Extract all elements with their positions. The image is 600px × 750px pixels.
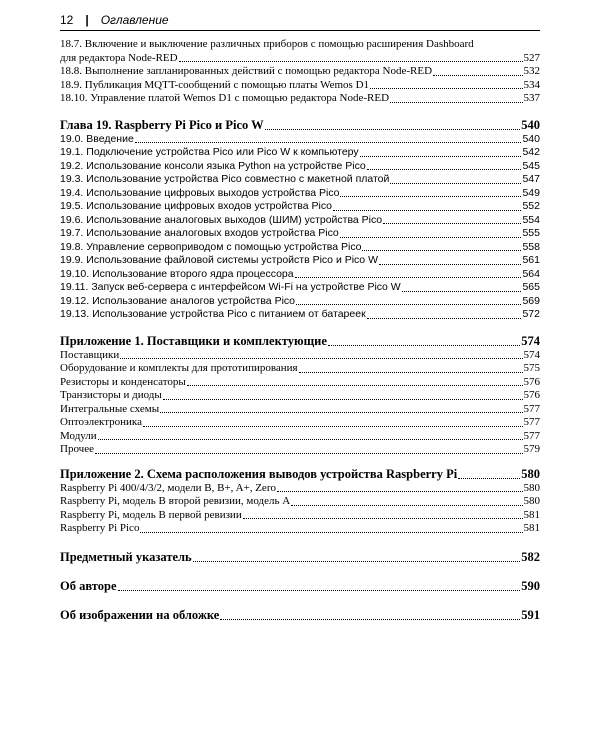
toc-entry-18-9[interactable] <box>60 79 540 93</box>
leader-dots <box>296 304 521 305</box>
leader-dots <box>118 590 521 591</box>
leader-dots <box>135 142 522 143</box>
leader-dots <box>340 237 522 238</box>
toc-appendix-title: Приложение 2. Схема расположения выводов устройства Raspberry Pi <box>60 466 458 481</box>
leader-dots <box>367 318 522 319</box>
toc-about-author[interactable] <box>60 579 540 594</box>
toc-entry-19-6[interactable] <box>60 214 540 228</box>
toc-entry-label: 19.3. Использование устройства Pico совместно с макетной платой <box>60 173 390 185</box>
toc-entry-appendix2[interactable] <box>60 509 540 523</box>
toc-entry-page: 549 <box>522 186 540 199</box>
leader-dots <box>390 102 522 103</box>
toc-entry-page: 554 <box>522 213 540 226</box>
leader-dots <box>370 88 522 89</box>
toc-entry-page: 572 <box>522 308 540 320</box>
toc-entry-appendix2[interactable] <box>60 482 540 496</box>
toc-entry-page: 547 <box>522 173 540 185</box>
leader-dots <box>277 491 523 492</box>
toc-entry-page: 534 <box>523 78 540 91</box>
toc-entry-19-0[interactable] <box>60 133 540 147</box>
toc-entry-page: 580 <box>523 481 540 494</box>
toc-entry-page: 555 <box>522 227 540 239</box>
toc-entry-label: 19.13. Использование устройства Pico с питанием от батареек <box>60 308 366 320</box>
toc-entry-label: 19.6. Использование аналоговых выходов (ШИМ) устройства Pico <box>60 213 383 226</box>
leader-dots <box>333 210 522 211</box>
leader-dots <box>220 619 520 620</box>
leader-dots <box>143 426 523 427</box>
toc-appendix-title: Приложение 1. Поставщики и комплектующие <box>60 333 327 348</box>
leader-dots <box>120 358 522 359</box>
leader-dots <box>295 277 522 278</box>
leader-dots <box>163 399 523 400</box>
leader-dots <box>95 453 523 454</box>
toc-entry-page: 569 <box>522 294 540 307</box>
toc-entry-19-12[interactable] <box>60 295 540 309</box>
toc-entry-19-4[interactable] <box>60 187 540 201</box>
toc-section-title: Предметный указатель <box>60 549 192 564</box>
toc-appendix-1[interactable] <box>60 334 540 349</box>
toc-entry-label: 19.5. Использование цифровых входов устройства Pico <box>60 200 332 212</box>
toc-appendix-2[interactable] <box>60 467 540 482</box>
toc-entry-19-8[interactable] <box>60 241 540 255</box>
toc-entry-page: 532 <box>523 65 540 77</box>
header-rule <box>60 30 540 31</box>
toc-chapter-19[interactable] <box>60 118 540 133</box>
toc-section-page: 591 <box>521 607 540 622</box>
toc-entry-appendix1[interactable] <box>60 416 540 430</box>
toc-entry-appendix1[interactable] <box>60 349 540 363</box>
toc-entry-page: 577 <box>523 429 540 442</box>
toc-entry-label: 18.9. Публикация MQTT-сообщений с помощью платы Wemos D1 <box>60 78 370 91</box>
toc-entry-19-2[interactable] <box>60 160 540 174</box>
toc-entry-page: 576 <box>523 375 540 388</box>
leader-dots <box>243 518 523 519</box>
toc-entry-page: 552 <box>522 200 540 212</box>
toc-entry-label: Интегральные схемы <box>60 402 160 415</box>
toc-entry-label: 19.11. Запуск веб-сервера с интерфейсом Wi-Fi на устройстве Pico W <box>60 281 401 293</box>
toc-entry-page: 575 <box>523 362 540 374</box>
toc-section-title: Об авторе <box>60 578 117 593</box>
leader-dots <box>402 291 522 292</box>
page-header <box>60 10 540 30</box>
toc-entry-appendix1[interactable] <box>60 443 540 457</box>
toc-entry-label: 19.12. Использование аналогов устройства Pico <box>60 294 295 307</box>
toc-entry-appendix1[interactable] <box>60 376 540 390</box>
toc-entry-label: Транзисторы и диоды <box>60 389 162 401</box>
table-of-contents <box>60 38 540 623</box>
toc-entry-label: 19.10. Использование второго ядра процессора <box>60 267 294 280</box>
leader-dots <box>265 129 521 130</box>
leader-dots <box>367 169 522 170</box>
toc-entry-page: 579 <box>523 443 540 455</box>
toc-section-page: 582 <box>521 549 540 564</box>
toc-entry-page: 561 <box>522 254 540 266</box>
leader-dots <box>458 478 520 479</box>
header-separator: | <box>85 13 89 27</box>
toc-entry-label: Raspberry Pi, модель B первой ревизии <box>60 508 242 521</box>
toc-entry-appendix2[interactable] <box>60 522 540 536</box>
toc-entry-19-10[interactable] <box>60 268 540 282</box>
leader-dots <box>390 183 521 184</box>
toc-entry-label: 19.1. Подключение устройства Pico или Pico W к компьютеру <box>60 146 359 158</box>
toc-entry-19-7[interactable] <box>60 227 540 241</box>
toc-index[interactable] <box>60 550 540 565</box>
leader-dots <box>433 75 522 76</box>
toc-entry-label: 19.2. Использование консоли языка Python на устройстве Pico <box>60 159 366 172</box>
toc-entry-label: 19.8. Управление сервоприводом с помощью устройства Pico <box>60 240 362 253</box>
leader-dots <box>299 372 523 373</box>
leader-dots <box>383 223 521 224</box>
toc-entry-page: 542 <box>522 146 540 158</box>
toc-entry-label: 19.7. Использование аналоговых входов устройства Pico <box>60 227 339 239</box>
toc-entry-label: Raspberry Pi Pico <box>60 522 140 534</box>
toc-entry-label: 18.7. Включение и выключение различных приборов с помощью расширения Dashboard <box>60 38 474 50</box>
toc-entry-page: 574 <box>523 348 540 361</box>
toc-entry-label: Поставщики <box>60 348 120 361</box>
leader-dots <box>360 156 522 157</box>
toc-entry-19-11[interactable] <box>60 281 540 295</box>
toc-entry-18-7[interactable] <box>60 38 540 65</box>
toc-entry-19-1[interactable] <box>60 146 540 160</box>
toc-entry-page: 581 <box>523 508 540 521</box>
toc-entry-page: 577 <box>523 402 540 415</box>
toc-entry-page: 537 <box>523 92 540 104</box>
toc-entry-appendix2[interactable] <box>60 495 540 509</box>
toc-entry-appendix1[interactable] <box>60 403 540 417</box>
toc-entry-19-13[interactable] <box>60 308 540 322</box>
toc-entry-page: 565 <box>522 281 540 293</box>
toc-entry-appendix1[interactable] <box>60 430 540 444</box>
toc-entry-label: 19.0. Введение <box>60 132 134 145</box>
toc-entry-appendix1[interactable] <box>60 389 540 403</box>
toc-entry-page: 580 <box>523 495 540 507</box>
toc-entry-page: 576 <box>523 389 540 401</box>
toc-entry-page: 558 <box>522 240 540 253</box>
toc-appendix-page: 580 <box>521 466 540 481</box>
leader-dots <box>340 196 521 197</box>
toc-entry-18-8[interactable] <box>60 65 540 79</box>
toc-chapter-page: 540 <box>521 117 540 132</box>
toc-entry-label: Raspberry Pi 400/4/3/2, модели B, B+, A+, Zero <box>60 481 276 494</box>
toc-about-cover[interactable] <box>60 608 540 623</box>
leader-dots <box>379 264 521 265</box>
toc-entry-label: 18.8. Выполнение запланированных действий с помощью редактора Node-RED <box>60 65 433 77</box>
toc-entry-label-continued: для редактора Node-RED <box>60 51 178 64</box>
toc-entry-19-5[interactable] <box>60 200 540 214</box>
leader-dots <box>328 345 520 346</box>
leader-dots <box>160 412 522 413</box>
toc-entry-label: 19.4. Использование цифровых выходов устройства Pico <box>60 186 340 199</box>
header-page-number: 12 <box>60 13 74 27</box>
toc-entry-label: Оптоэлектроника <box>60 416 142 428</box>
toc-chapter-title: Глава 19. Raspberry Pi Pico и Pico W <box>60 117 264 132</box>
toc-section-page: 590 <box>521 578 540 593</box>
toc-entry-label: Оборудование и комплекты для прототипирования <box>60 362 298 374</box>
leader-dots <box>362 250 521 251</box>
toc-entry-page: 545 <box>522 159 540 172</box>
toc-entry-label: Raspberry Pi, модель B второй ревизии, модель A <box>60 495 291 507</box>
leader-dots <box>291 505 522 506</box>
toc-entry-label: Прочее <box>60 443 94 455</box>
toc-entry-page: 577 <box>523 416 540 428</box>
toc-entry-label: 19.9. Использование файловой системы устройств Pico и Pico W <box>60 254 378 266</box>
toc-entry-page: 581 <box>523 522 540 534</box>
leader-dots <box>187 385 523 386</box>
leader-dots <box>140 532 522 533</box>
toc-entry-page: 527 <box>523 51 540 64</box>
toc-entry-19-9[interactable] <box>60 254 540 268</box>
toc-entry-page: 540 <box>522 132 540 145</box>
toc-entry-appendix1[interactable] <box>60 362 540 376</box>
toc-entry-page: 564 <box>522 267 540 280</box>
leader-dots <box>193 561 521 562</box>
leader-dots <box>179 61 523 62</box>
leader-dots <box>98 439 523 440</box>
toc-entry-19-3[interactable] <box>60 173 540 187</box>
toc-appendix-page: 574 <box>521 333 540 348</box>
toc-entry-label: 18.10. Управление платой Wemos D1 с помощью редактора Node-RED <box>60 92 390 104</box>
toc-section-title: Об изображении на обложке <box>60 607 220 622</box>
toc-entry-18-10[interactable] <box>60 92 540 106</box>
header-title: Оглавление <box>100 13 169 27</box>
toc-entry-label: Модули <box>60 429 97 442</box>
toc-entry-label: Резисторы и конденсаторы <box>60 375 186 388</box>
